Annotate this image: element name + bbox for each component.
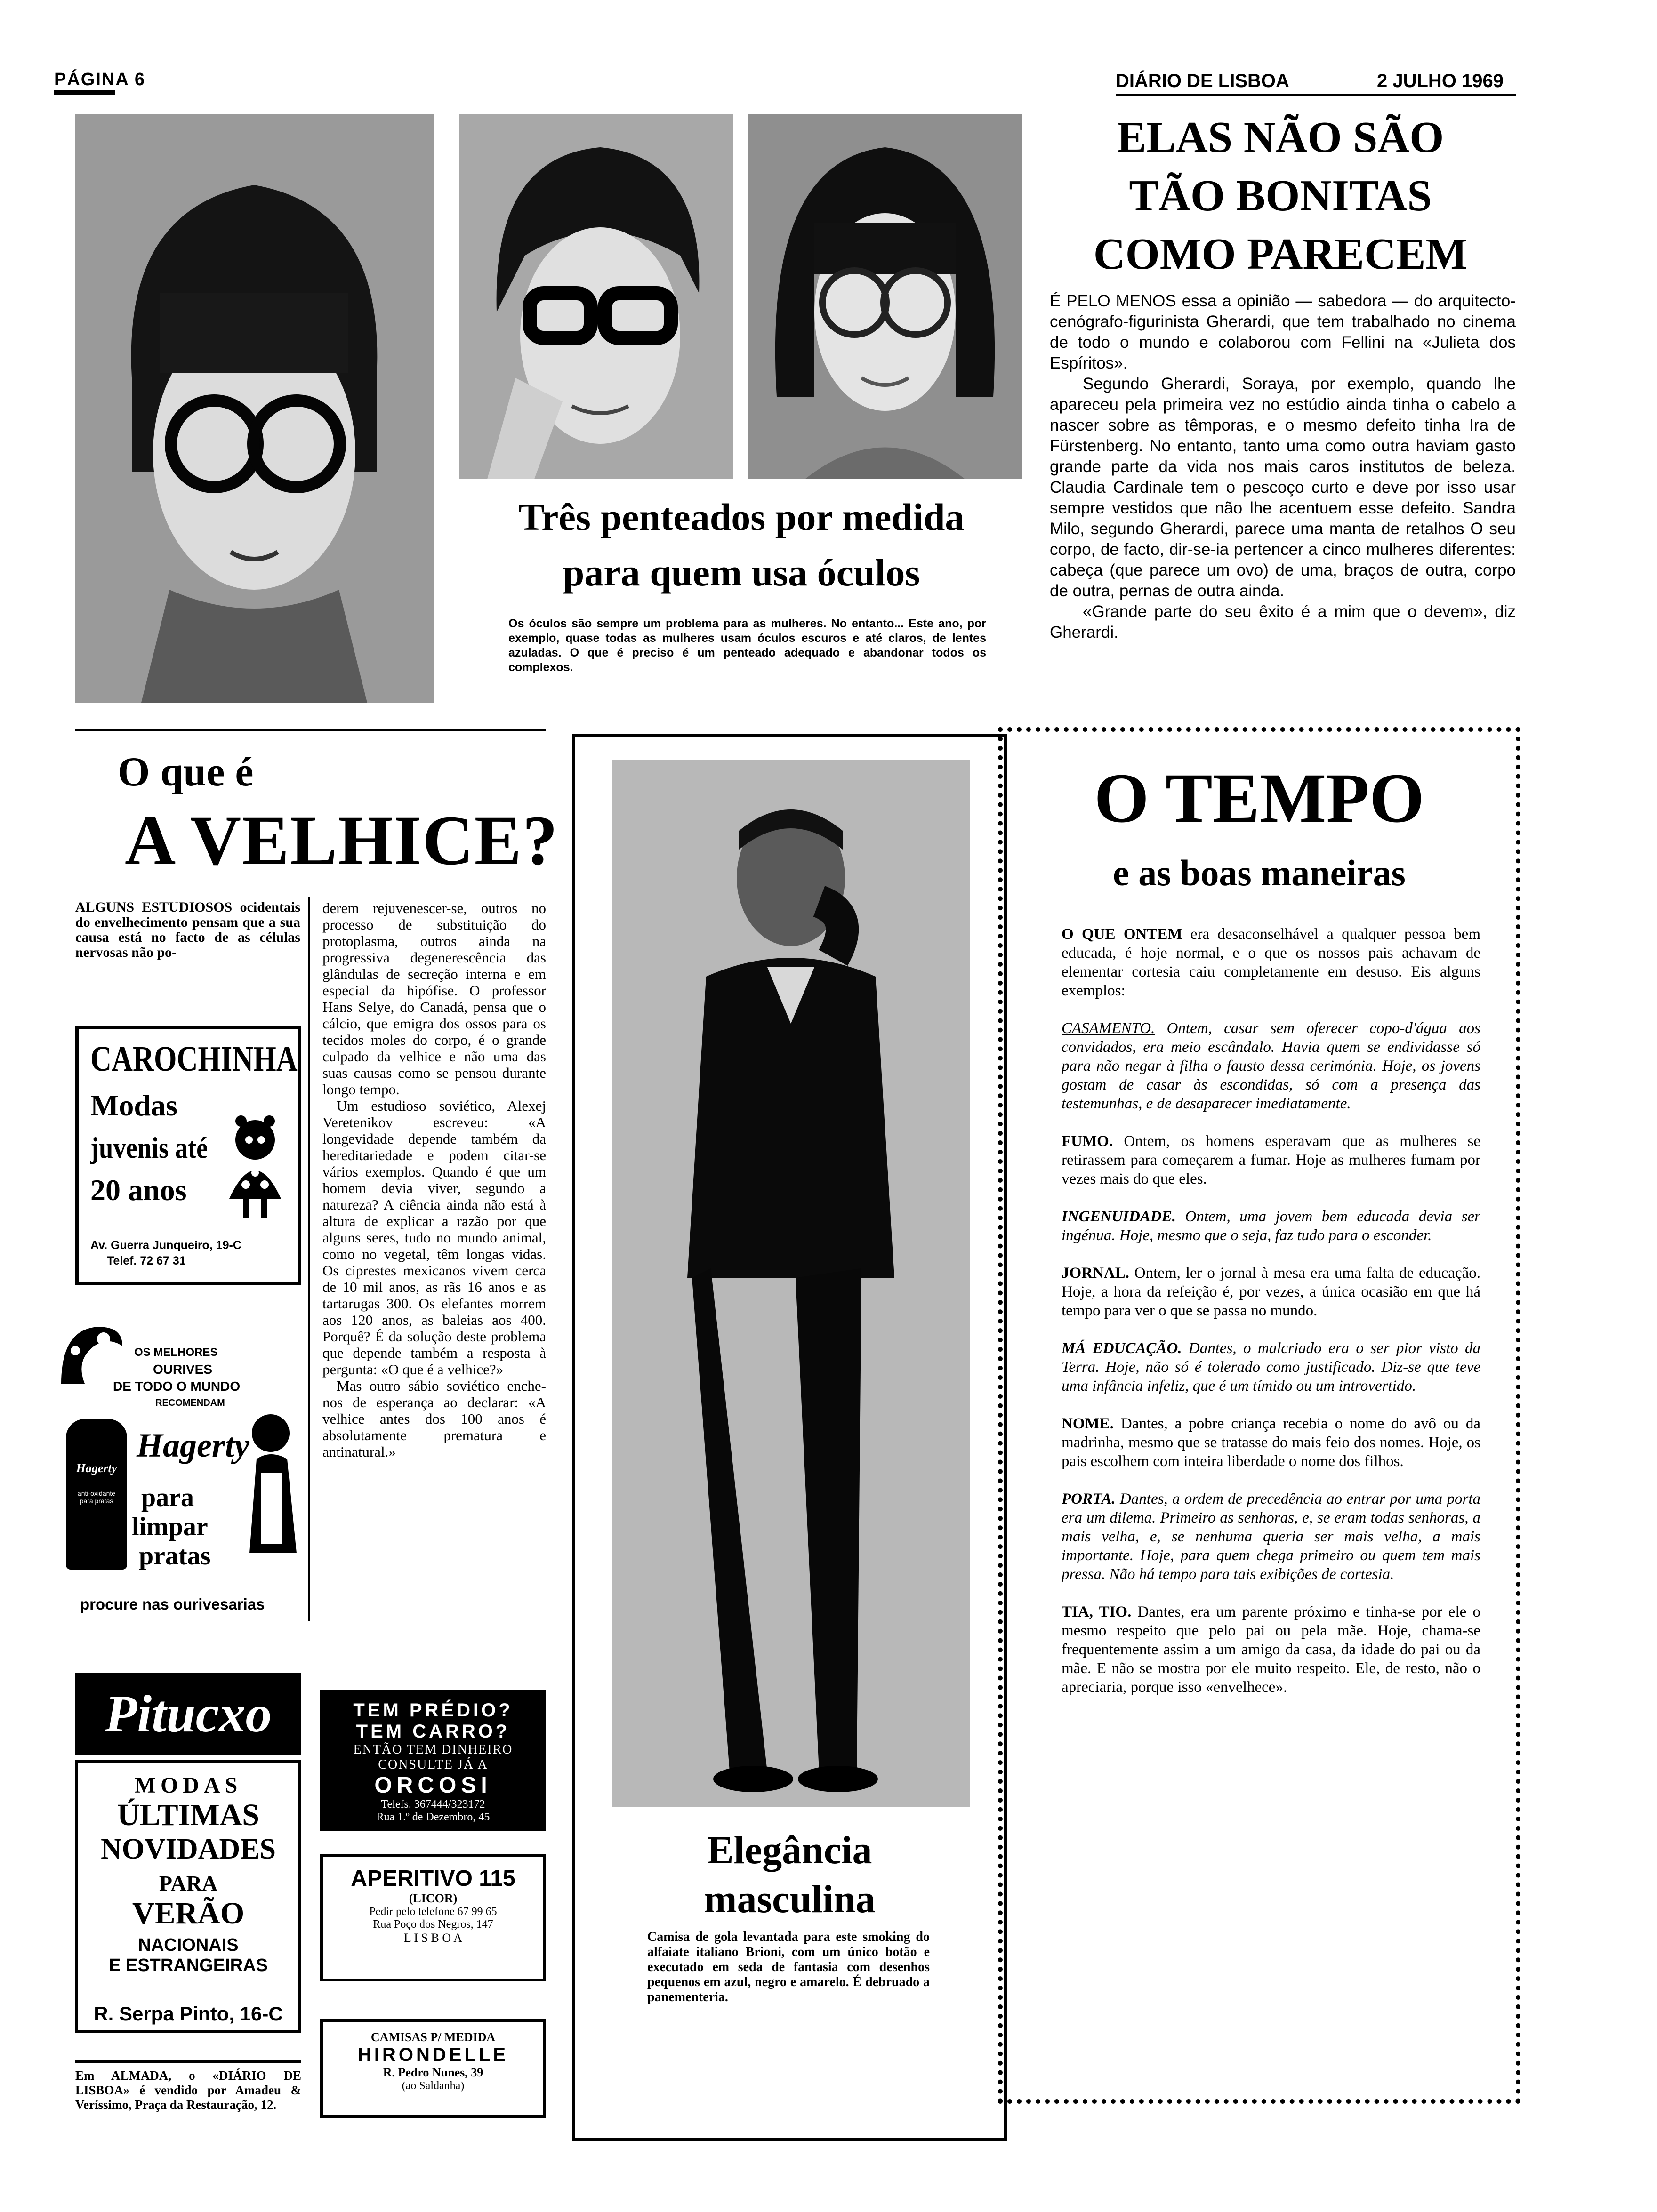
velhice-column-rule bbox=[308, 897, 310, 1621]
paper-name: DIÁRIO DE LISBOA bbox=[1116, 71, 1289, 91]
page-label-underline bbox=[54, 90, 115, 95]
almada-note: Em ALMADA, o «DIÁRIO DE LISBOA» é vendido por Amadeu & Veríssimo, Praça da Restauração, 12. bbox=[75, 2068, 301, 2112]
hagerty-bottle bbox=[66, 1419, 127, 1570]
bonitas-paragraph-2: Segundo Gherardi, Soraya, por exemplo, quando lhe apareceu pela primeira vez no estúdio ainda tinha o cabelo a nascer sobre as têmporas, e o mesmo defeito tinha Ira de Fürstenberg. No entanto, tanto uma como outra haviam gasto grande parte da vida nos mais caros institutos de beleza. Claudia Cardinale tem o pescoço curto e deve por isso usar sempre vestidos que não lhe acentuem esse defeito. Sandra Milo, segundo Gherardi, parece uma manta de retalhos O seu corpo, de facto, dir-se-ia pertencer a cinco mulheres diferentes: cabeça (que parece um ovo) de uma, braços de outra, corpo de outra, pernas de outra ainda. bbox=[1050, 375, 1516, 600]
aperitivo-sub: (LICOR) bbox=[409, 1891, 458, 1905]
hagerty-line2: OURIVES bbox=[153, 1362, 213, 1377]
elegancia-title-line1: Elegância bbox=[707, 1828, 872, 1872]
tempo-item-porta: PORTA. Dantes, a ordem de precedência ao entrar por uma porta era um dilema. Primeiro as senhoras, e, se eram todas senhoras, a mais velha, e, se nenhuma queria ser mais velha, a mais importante. Hoje, para quem chega primeiro ou quem tem mais pressa. Não há tempo para tais exibições de cortesia. bbox=[1062, 1491, 1480, 1583]
pitucxo-line6: NACIONAIS bbox=[138, 1935, 239, 1955]
elegancia-headline bbox=[577, 1826, 1003, 1924]
elegancia-caption: Camisa de gola levantada para este smoking do alfaiate italiano Brioni, com um único botão e executado em seda de fantasia com desenhos pequenos em azul, negro e amarelo. É debruado a panementeria. bbox=[647, 1930, 930, 2004]
velhice-title: A VELHICE? bbox=[125, 801, 559, 880]
pitucxo-line1: MODAS bbox=[134, 1773, 242, 1798]
hagerty-footer: procure nas ourivesarias bbox=[80, 1595, 265, 1613]
tempo-item-nome: NOME. Dantes, a pobre criança recebia o nome do avô ou da madrinha, mesmo que se tratasse do mais feio dos nomes. Hoje, os pais escolhem com inteira liberdade o nome dos filhos. bbox=[1062, 1415, 1480, 1470]
tempo-article bbox=[1062, 925, 1480, 1697]
photo-woman-black-glasses bbox=[459, 114, 733, 479]
hirondelle-line1: CAMISAS P/ MEDIDA bbox=[370, 2030, 496, 2044]
bonitas-lead: É PELO MENOS bbox=[1050, 292, 1176, 310]
ad-carochinha bbox=[75, 1026, 301, 1285]
maid-figure-icon bbox=[242, 1407, 301, 1553]
oculos-title-line2: para quem usa óculos bbox=[563, 551, 920, 594]
tempo-subtitle: e as boas maneiras bbox=[1113, 852, 1406, 893]
bottle-brand: Hagerty bbox=[76, 1461, 117, 1475]
orcosi-line4: CONSULTE JÁ A bbox=[378, 1757, 488, 1772]
bonitas-title-line2: TÃO BONITAS bbox=[1129, 171, 1432, 220]
issue-date: 2 JULHO 1969 bbox=[1377, 71, 1504, 91]
velhice-lead: ALGUNS ESTUDIOSOS ocidentais do envelhecimento pensam que a sua causa está no facto de as células nervosas não po- bbox=[75, 899, 300, 960]
velhice-col2-p1: derem rejuvenescer-se, outros no processo de substituição do protoplasma, outros ainda na progressiva degenerescência das glândulas de secreção interna e em especial da hipófise. O professor Hans Selye, do Canadá, pensa que o cálcio, que emigra dos ossos para os tecidos moles do corpo, é o grande culpado da velhice e não uma das suas causas como se pensou durante longo tempo. bbox=[322, 900, 546, 1098]
carochinha-phone: Telef. 72 67 31 bbox=[107, 1254, 186, 1267]
bonitas-title-line3: COMO PARECEM bbox=[1093, 230, 1468, 279]
hagerty-slogan3: pratas bbox=[139, 1541, 211, 1571]
tempo-item-casamento: CASAMENTO. Ontem, casar sem oferecer copo-d'água aos convidados, era meio escândalo. Havia quem se endividasse só para não negar à filha o fausto dessa cerimónia. Hoje, os jovens gostam de casar às escondidas, só com a presença das testemunhas, e de desaparecer imediatamente. bbox=[1062, 1020, 1481, 1112]
velhice-column-2 bbox=[322, 900, 546, 1460]
oculos-headline bbox=[459, 489, 1024, 601]
photo-woman-bob-glasses bbox=[748, 114, 1022, 479]
bonitas-paragraph-1: É PELO MENOS essa a opinião — sabedora — do arquitecto-cenógrafo-figurinista Gherardi, que tem trabalhado no cinema de todo o mundo e colaborou com Fellini na «Julieta dos Espíritos». bbox=[1050, 292, 1516, 372]
tempo-item-tia-tio: TIA, TIO. Dantes, era um parente próximo e tinha-se por ele o mesmo respeito que pelo pai ou pela mãe. Hoje, chama-se frequentemente assim a um amigo da casa, da idade do pai ou da mãe. E não se mostra por ele muito respeito. Ele, de resto, não o apreciaria, porque isso «envelhece». bbox=[1062, 1603, 1480, 1696]
ad-pitucxo bbox=[75, 1673, 301, 2050]
hagerty-line3: DE TODO O MUNDO bbox=[113, 1379, 241, 1394]
oculos-title-line1: Três penteados por medida bbox=[518, 496, 965, 538]
hirondelle-address: R. Pedro Nunes, 39 bbox=[383, 2066, 483, 2079]
almada-top-rule bbox=[75, 2060, 301, 2063]
hagerty-brand: Hagerty bbox=[137, 1427, 249, 1464]
aperitivo-name: APERITIVO 115 bbox=[351, 1866, 515, 1891]
tempo-intro: O QUE ONTEM era desaconselhável a qualquer pessoa bem educada, é hoje normal, e o que os nossos pais achavam de elementar cortesia caiu completamente em desuso. Eis alguns exemplos: bbox=[1062, 926, 1480, 999]
pitucxo-line5: VERÃO bbox=[132, 1896, 245, 1931]
bonitas-paragraph-3: «Grande parte do seu êxito é a mim que o devem», diz Gherardi. bbox=[1050, 602, 1516, 641]
hagerty-slogan1: para bbox=[141, 1483, 194, 1512]
page-label: PÁGINA 6 bbox=[54, 70, 146, 89]
hagerty-line1: OS MELHORES bbox=[134, 1346, 218, 1359]
carochinha-line3: 20 anos bbox=[90, 1173, 187, 1207]
pitucxo-line2: ÚLTIMAS bbox=[117, 1798, 259, 1832]
velhice-kicker: O que é bbox=[118, 749, 254, 795]
velhice-col2-p3: Mas outro sábio soviético enche-nos de esperança ao declarar: «A velhice antes dos 100 anos é absolutamente prematura e antinatural.» bbox=[322, 1378, 546, 1460]
velhice-col2-p2: Um estudioso soviético, Alexej Veretenikov escreveu: «A longevidade depende também da hereditariedade e podem citar-se vários exemplos. Quando é que um homem devia viver, segundo a natureza? A ciência ainda não está à altura de explicar a razão por que alguns seres, tudo no mundo animal, como no vegetal, têm longas vidas. Os ciprestes mexicanos vivem cerca de 10 mil anos, as rãs 16 anos e as tartarugas 300. Os elefantes morrem aos 120 anos, as baleias aos 400. Porquê? É da solução deste problema que depende também a resposta à pergunta: «O que é a velhice?» bbox=[322, 1098, 546, 1378]
orcosi-phones: Telefs. 367444/323172 bbox=[381, 1798, 485, 1811]
hirondelle-note: (ao Saldanha) bbox=[402, 2080, 465, 2092]
ad-aperitivo bbox=[320, 1854, 546, 1981]
tempo-item-ingenuidade: INGENUIDADE. Ontem, uma jovem bem educada devia ser ingénua. Hoje, mesmo que o seja, faz tudo para o esconder. bbox=[1062, 1208, 1480, 1244]
tempo-item-ma-educacao: MÁ EDUCAÇÃO. Dantes, o malcriado era o ser pior visto da Terra. Hoje, não só é tolerado como justificado. Diz-se que teve uma infância infeliz, que é um tímido ou um introvertido. bbox=[1062, 1340, 1481, 1395]
carochinha-line1: Modas bbox=[90, 1089, 177, 1122]
ornament-icon bbox=[56, 1318, 127, 1388]
orcosi-line3: ENTÃO TEM DINHEIRO bbox=[353, 1742, 513, 1757]
carochinha-address: Av. Guerra Junqueiro, 19-C bbox=[90, 1239, 241, 1252]
elegancia-title-line2: masculina bbox=[704, 1877, 876, 1921]
pitucxo-address: R. Serpa Pinto, 16-C bbox=[94, 2003, 283, 2025]
orcosi-line2: TEM CARRO? bbox=[356, 1721, 510, 1742]
ad-hagerty bbox=[56, 1318, 301, 1638]
bottle-line2: para pratas bbox=[80, 1497, 113, 1505]
aperitivo-line1: Pedir pelo telefone 67 99 65 bbox=[369, 1906, 497, 1918]
left-column-top-rule bbox=[75, 729, 546, 731]
aperitivo-city: L I S B O A bbox=[404, 1931, 462, 1945]
carochinha-line2: juvenis até bbox=[90, 1131, 208, 1164]
pitucxo-logo: Pitucxo bbox=[75, 1673, 301, 1755]
orcosi-line1: TEM PRÉDIO? bbox=[353, 1700, 513, 1721]
pitucxo-line3: NOVIDADES bbox=[100, 1833, 276, 1865]
oculos-caption: Os óculos são sempre um problema para as mulheres. No entanto... Este ano, por exemplo, quase todas as mulheres usam óculos escuros e até claros, de lentes azuladas. O que é preciso é um penteado adequado e abandonar todos os complexos. bbox=[508, 617, 986, 674]
tempo-title: O TEMPO bbox=[1094, 759, 1424, 837]
ad-hirondelle bbox=[320, 2019, 546, 2118]
hagerty-slogan2: limpar bbox=[132, 1512, 208, 1541]
orcosi-name: ORCOSI bbox=[374, 1773, 492, 1798]
orcosi-address: Rua 1.º de Dezembro, 45 bbox=[376, 1811, 490, 1823]
bottle-line1: anti-oxidante bbox=[77, 1490, 116, 1497]
header-rule bbox=[1116, 94, 1516, 96]
ladybug-doll-icon bbox=[220, 1114, 290, 1222]
pitucxo-box bbox=[75, 1760, 301, 2033]
tempo-item-jornal: JORNAL. Ontem, ler o jornal à mesa era uma falta de educação. Hoje, a hora da refeição é, por vezes, a única ocasião em que há tempo para ver o que se passa no mundo. bbox=[1062, 1265, 1480, 1319]
hirondelle-name: HIRONDELLE bbox=[358, 2044, 508, 2065]
hagerty-line4: RECOMENDAM bbox=[155, 1398, 225, 1408]
photo-woman-round-glasses bbox=[75, 114, 434, 703]
bonitas-article bbox=[1050, 291, 1516, 643]
aperitivo-line2: Rua Poço dos Negros, 147 bbox=[373, 1918, 493, 1931]
photo-man-smoking bbox=[612, 760, 970, 1807]
ad-orcosi bbox=[320, 1690, 546, 1831]
pitucxo-line4: PARA bbox=[159, 1871, 218, 1895]
tempo-item-fumo: FUMO. Ontem, os homens esperavam que as mulheres se retirassem para começarem a fumar. Hoje as mulheres fumam por vezes mais do que eles. bbox=[1062, 1133, 1480, 1187]
bonitas-title-line1: ELAS NÃO SÃO bbox=[1117, 113, 1444, 162]
bonitas-headline bbox=[1045, 108, 1516, 283]
pitucxo-line7: E ESTRANGEIRAS bbox=[109, 1956, 268, 1975]
carochinha-name: CAROCHINHA bbox=[90, 1039, 298, 1079]
